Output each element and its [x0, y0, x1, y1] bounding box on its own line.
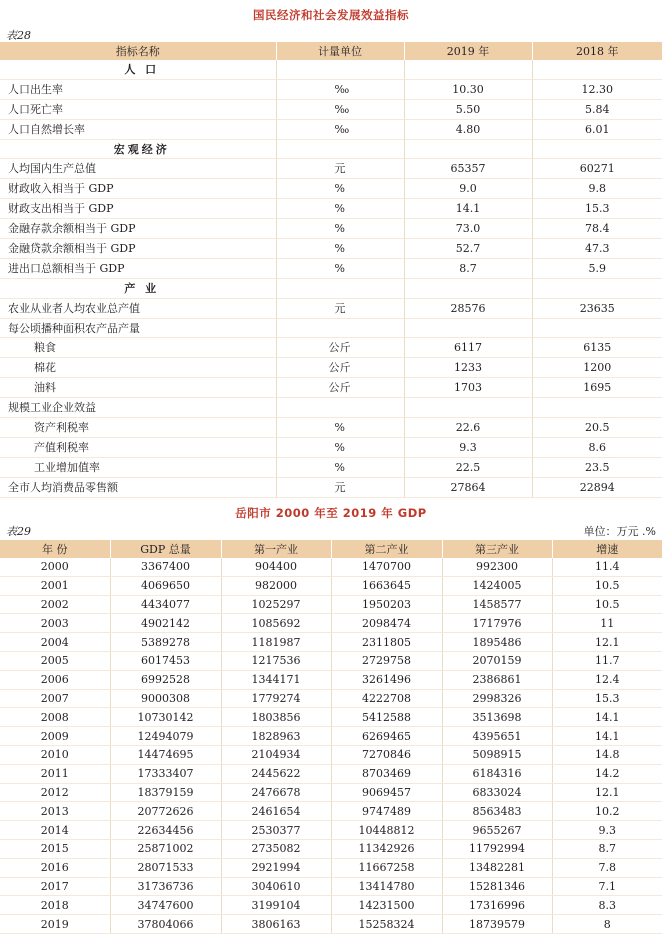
table-row: [0, 219, 662, 239]
primary-industry-cell: 3806163: [221, 915, 331, 934]
empty-cell: [404, 278, 532, 298]
tertiary-industry-cell: 5098915: [442, 745, 552, 764]
header-unit: 计量单位: [276, 42, 404, 60]
year-cell: 2003: [0, 614, 110, 633]
value-2018: 5.84: [532, 99, 662, 119]
value-2018: [532, 318, 662, 338]
secondary-industry-cell: 11667258: [331, 858, 442, 877]
indicator-unit: ‰: [276, 99, 404, 119]
table-row: [0, 437, 662, 457]
indicator-unit: 元: [276, 159, 404, 179]
growth-rate-cell: 15.3: [552, 689, 662, 708]
value-2019: 1233: [404, 358, 532, 378]
indicator-name: 资产利税率: [0, 418, 276, 438]
indicator-unit: [276, 318, 404, 338]
header-indicator-name: 指标名称: [0, 42, 276, 60]
value-2018: 60271: [532, 159, 662, 179]
growth-rate-cell: 11: [552, 614, 662, 633]
secondary-industry-cell: 9069457: [331, 783, 442, 802]
year-cell: 2002: [0, 595, 110, 614]
indicator-unit: ‰: [276, 79, 404, 99]
growth-rate-cell: 10.5: [552, 576, 662, 595]
header-primary-industry: 第一产业: [221, 540, 331, 558]
secondary-industry-cell: 1663645: [331, 576, 442, 595]
primary-industry-cell: 3040610: [221, 877, 331, 896]
indicator-unit: 元: [276, 298, 404, 318]
indicators-table: [0, 42, 662, 498]
table-row: [0, 858, 662, 877]
indicator-name: 人均国内生产总值: [0, 159, 276, 179]
value-2018: 20.5: [532, 418, 662, 438]
empty-cell: [404, 60, 532, 79]
table-row: [0, 558, 662, 576]
table29-unit-note: 单位：万元 .%: [583, 525, 656, 538]
table-row: [0, 477, 662, 497]
gdp-total-cell: 4434077: [110, 595, 221, 614]
table28-label: 表28: [6, 29, 31, 42]
value-2019: 52.7: [404, 239, 532, 259]
empty-cell: [532, 60, 662, 79]
gdp-total-cell: 12494079: [110, 727, 221, 746]
indicator-name: 粮食: [0, 338, 276, 358]
indicator-unit: %: [276, 258, 404, 278]
gdp-total-cell: 14474695: [110, 745, 221, 764]
gdp-total-cell: 3367400: [110, 558, 221, 576]
primary-industry-cell: 2461654: [221, 802, 331, 821]
secondary-industry-cell: 15258324: [331, 915, 442, 934]
indicator-name: 产值利税率: [0, 437, 276, 457]
indicator-name: 工业增加值率: [0, 457, 276, 477]
secondary-industry-cell: 6269465: [331, 727, 442, 746]
empty-cell: [276, 139, 404, 159]
year-cell: 2007: [0, 689, 110, 708]
year-cell: 2018: [0, 896, 110, 915]
value-2019: 9.0: [404, 179, 532, 199]
table-row: [0, 839, 662, 858]
header-tertiary-industry: 第三产业: [442, 540, 552, 558]
value-2019: [404, 318, 532, 338]
indicator-name: 金融贷款余额相当于 GDP: [0, 239, 276, 259]
growth-rate-cell: 14.1: [552, 727, 662, 746]
growth-rate-cell: 7.1: [552, 877, 662, 896]
tertiary-industry-cell: 2386861: [442, 670, 552, 689]
secondary-industry-cell: 1470700: [331, 558, 442, 576]
gdp-total-cell: 5389278: [110, 633, 221, 652]
primary-industry-cell: 1803856: [221, 708, 331, 727]
header-gdp-total: GDP 总量: [110, 540, 221, 558]
table-row: [0, 576, 662, 595]
secondary-industry-cell: 7270846: [331, 745, 442, 764]
growth-rate-cell: 10.2: [552, 802, 662, 821]
section-heading: 产 业: [0, 278, 276, 298]
value-2018: 23635: [532, 298, 662, 318]
indicator-name: 人口出生率: [0, 79, 276, 99]
growth-rate-cell: 11.4: [552, 558, 662, 576]
value-2019: 27864: [404, 477, 532, 497]
value-2019: 9.3: [404, 437, 532, 457]
value-2018: 23.5: [532, 457, 662, 477]
indicator-name: 全市人均消费品零售额: [0, 477, 276, 497]
secondary-industry-cell: 1950203: [331, 595, 442, 614]
primary-industry-cell: 982000: [221, 576, 331, 595]
section-row: [0, 60, 662, 79]
primary-industry-cell: 2735082: [221, 839, 331, 858]
table-row: [0, 670, 662, 689]
empty-cell: [532, 278, 662, 298]
table-row: [0, 378, 662, 398]
value-2019: 22.5: [404, 457, 532, 477]
table-row: [0, 239, 662, 259]
table-row: [0, 783, 662, 802]
growth-rate-cell: 14.8: [552, 745, 662, 764]
growth-rate-cell: 9.3: [552, 821, 662, 840]
indicator-unit: 公斤: [276, 358, 404, 378]
table-row: [0, 338, 662, 358]
secondary-industry-cell: 2098474: [331, 614, 442, 633]
indicator-unit: 公斤: [276, 378, 404, 398]
secondary-industry-cell: 3261496: [331, 670, 442, 689]
table-row: [0, 398, 662, 418]
tertiary-industry-cell: 8563483: [442, 802, 552, 821]
tertiary-industry-cell: 2070159: [442, 651, 552, 670]
table-row: [0, 727, 662, 746]
table-row: [0, 318, 662, 338]
indicator-name: 棉花: [0, 358, 276, 378]
primary-industry-cell: 3199104: [221, 896, 331, 915]
value-2019: 6117: [404, 338, 532, 358]
year-cell: 2012: [0, 783, 110, 802]
primary-industry-cell: 1025297: [221, 595, 331, 614]
secondary-industry-cell: 2729758: [331, 651, 442, 670]
table28-title: 国民经济和社会发展效益指标: [253, 8, 409, 22]
indicator-unit: %: [276, 199, 404, 219]
primary-industry-cell: 904400: [221, 558, 331, 576]
secondary-industry-cell: 10448812: [331, 821, 442, 840]
tertiary-industry-cell: 17316996: [442, 896, 552, 915]
year-cell: 2010: [0, 745, 110, 764]
table-row: [0, 821, 662, 840]
secondary-industry-cell: 9747489: [331, 802, 442, 821]
indicator-name: 人口自然增长率: [0, 119, 276, 139]
primary-industry-cell: 2530377: [221, 821, 331, 840]
tertiary-industry-cell: 1717976: [442, 614, 552, 633]
year-cell: 2009: [0, 727, 110, 746]
table-row: [0, 745, 662, 764]
tertiary-industry-cell: 9655267: [442, 821, 552, 840]
indicator-unit: %: [276, 239, 404, 259]
growth-rate-cell: 7.8: [552, 858, 662, 877]
indicator-name: 每公顷播种面积农产品产量: [0, 318, 276, 338]
indicator-name: 进出口总额相当于 GDP: [0, 258, 276, 278]
indicator-name: 人口死亡率: [0, 99, 276, 119]
table-row: [0, 614, 662, 633]
section-heading: 人 口: [0, 60, 276, 79]
table-row: [0, 877, 662, 896]
header-year: 年 份: [0, 540, 110, 558]
value-2018: 1695: [532, 378, 662, 398]
secondary-industry-cell: 4222708: [331, 689, 442, 708]
primary-industry-cell: 1828963: [221, 727, 331, 746]
value-2018: 8.6: [532, 437, 662, 457]
indicator-name: 财政收入相当于 GDP: [0, 179, 276, 199]
table-row: [0, 179, 662, 199]
tertiary-industry-cell: 6833024: [442, 783, 552, 802]
year-cell: 2015: [0, 839, 110, 858]
indicator-unit: %: [276, 219, 404, 239]
indicator-unit: 元: [276, 477, 404, 497]
value-2019: 22.6: [404, 418, 532, 438]
primary-industry-cell: 2476678: [221, 783, 331, 802]
growth-rate-cell: 12.1: [552, 633, 662, 652]
header-secondary-industry: 第二产业: [331, 540, 442, 558]
table-row: [0, 802, 662, 821]
growth-rate-cell: 11.7: [552, 651, 662, 670]
value-2019: 4.80: [404, 119, 532, 139]
table29-label: 表29: [6, 525, 31, 538]
gdp-total-cell: 22634456: [110, 821, 221, 840]
tertiary-industry-cell: 992300: [442, 558, 552, 576]
table-row: [0, 457, 662, 477]
table-row: [0, 199, 662, 219]
indicator-unit: %: [276, 179, 404, 199]
tertiary-industry-cell: 2998326: [442, 689, 552, 708]
growth-rate-cell: 12.4: [552, 670, 662, 689]
indicator-name: 金融存款余额相当于 GDP: [0, 219, 276, 239]
indicator-unit: ‰: [276, 119, 404, 139]
value-2018: 78.4: [532, 219, 662, 239]
gdp-total-cell: 18379159: [110, 783, 221, 802]
tertiary-industry-cell: 11792994: [442, 839, 552, 858]
primary-industry-cell: 1217536: [221, 651, 331, 670]
year-cell: 2001: [0, 576, 110, 595]
tertiary-industry-cell: 1895486: [442, 633, 552, 652]
value-2018: 5.9: [532, 258, 662, 278]
secondary-industry-cell: 2311805: [331, 633, 442, 652]
year-cell: 2011: [0, 764, 110, 783]
gdp-header-row: [0, 540, 662, 558]
value-2018: [532, 398, 662, 418]
tertiary-industry-cell: 1424005: [442, 576, 552, 595]
growth-rate-cell: 8: [552, 915, 662, 934]
value-2018: 12.30: [532, 79, 662, 99]
table-row: [0, 595, 662, 614]
value-2018: 22894: [532, 477, 662, 497]
gdp-total-cell: 20772626: [110, 802, 221, 821]
table-row: [0, 708, 662, 727]
table-row: [0, 79, 662, 99]
year-cell: 2004: [0, 633, 110, 652]
gdp-table: [0, 540, 662, 934]
gdp-total-cell: 6992528: [110, 670, 221, 689]
year-cell: 2005: [0, 651, 110, 670]
table-row: [0, 99, 662, 119]
value-2019: 14.1: [404, 199, 532, 219]
gdp-total-cell: 6017453: [110, 651, 221, 670]
indicator-unit: %: [276, 418, 404, 438]
table-row: [0, 764, 662, 783]
indicator-unit: %: [276, 457, 404, 477]
tertiary-industry-cell: 15281346: [442, 877, 552, 896]
gdp-total-cell: 37804066: [110, 915, 221, 934]
table-row: [0, 896, 662, 915]
gdp-total-cell: 25871002: [110, 839, 221, 858]
empty-cell: [404, 139, 532, 159]
value-2019: 10.30: [404, 79, 532, 99]
header-growth-rate: 增速: [552, 540, 662, 558]
gdp-total-cell: 17333407: [110, 764, 221, 783]
gdp-total-cell: 34747600: [110, 896, 221, 915]
gdp-total-cell: 9000308: [110, 689, 221, 708]
indicator-name: 规模工业企业效益: [0, 398, 276, 418]
empty-cell: [532, 139, 662, 159]
indicator-name: 农业从业者人均农业总产值: [0, 298, 276, 318]
value-2019: 65357: [404, 159, 532, 179]
growth-rate-cell: 14.1: [552, 708, 662, 727]
header-2019: 2019 年: [404, 42, 532, 60]
year-cell: 2016: [0, 858, 110, 877]
table-row: [0, 418, 662, 438]
primary-industry-cell: 1181987: [221, 633, 331, 652]
year-cell: 2019: [0, 915, 110, 934]
primary-industry-cell: 1779274: [221, 689, 331, 708]
tertiary-industry-cell: 18739579: [442, 915, 552, 934]
empty-cell: [276, 60, 404, 79]
indicator-unit: 公斤: [276, 338, 404, 358]
year-cell: 2006: [0, 670, 110, 689]
secondary-industry-cell: 11342926: [331, 839, 442, 858]
growth-rate-cell: 8.7: [552, 839, 662, 858]
growth-rate-cell: 14.2: [552, 764, 662, 783]
value-2019: [404, 398, 532, 418]
secondary-industry-cell: 5412588: [331, 708, 442, 727]
year-cell: 2013: [0, 802, 110, 821]
table-row: [0, 915, 662, 934]
gdp-total-cell: 4069650: [110, 576, 221, 595]
value-2018: 15.3: [532, 199, 662, 219]
primary-industry-cell: 1085692: [221, 614, 331, 633]
primary-industry-cell: 2921994: [221, 858, 331, 877]
value-2018: 9.8: [532, 179, 662, 199]
table29-title: 岳阳市 2000 年至 2019 年 GDP: [235, 506, 427, 520]
table-row: [0, 689, 662, 708]
indicator-name: 财政支出相当于 GDP: [0, 199, 276, 219]
year-cell: 2000: [0, 558, 110, 576]
tertiary-industry-cell: 3513698: [442, 708, 552, 727]
header-2018: 2018 年: [532, 42, 662, 60]
primary-industry-cell: 1344171: [221, 670, 331, 689]
secondary-industry-cell: 8703469: [331, 764, 442, 783]
indicator-unit: %: [276, 437, 404, 457]
year-cell: 2014: [0, 821, 110, 840]
year-cell: 2008: [0, 708, 110, 727]
value-2019: 73.0: [404, 219, 532, 239]
section-heading: 宏观经济: [0, 139, 276, 159]
gdp-total-cell: 10730142: [110, 708, 221, 727]
table-row: [0, 651, 662, 670]
primary-industry-cell: 2104934: [221, 745, 331, 764]
tertiary-industry-cell: 1458577: [442, 595, 552, 614]
table-row: [0, 159, 662, 179]
tertiary-industry-cell: 4395651: [442, 727, 552, 746]
tertiary-industry-cell: 13482281: [442, 858, 552, 877]
value-2019: 5.50: [404, 99, 532, 119]
growth-rate-cell: 12.1: [552, 783, 662, 802]
secondary-industry-cell: 14231500: [331, 896, 442, 915]
table-row: [0, 119, 662, 139]
table-row: [0, 358, 662, 378]
table-row: [0, 258, 662, 278]
growth-rate-cell: 10.5: [552, 595, 662, 614]
indicator-name: 油料: [0, 378, 276, 398]
gdp-total-cell: 31736736: [110, 877, 221, 896]
primary-industry-cell: 2445622: [221, 764, 331, 783]
year-cell: 2017: [0, 877, 110, 896]
secondary-industry-cell: 13414780: [331, 877, 442, 896]
value-2018: 6135: [532, 338, 662, 358]
table-row: [0, 633, 662, 652]
value-2019: 8.7: [404, 258, 532, 278]
value-2018: 6.01: [532, 119, 662, 139]
value-2018: 47.3: [532, 239, 662, 259]
indicators-header-row: [0, 42, 662, 60]
empty-cell: [276, 278, 404, 298]
gdp-total-cell: 28071533: [110, 858, 221, 877]
value-2019: 28576: [404, 298, 532, 318]
indicator-unit: [276, 398, 404, 418]
value-2019: 1703: [404, 378, 532, 398]
section-row: [0, 139, 662, 159]
value-2018: 1200: [532, 358, 662, 378]
tertiary-industry-cell: 6184316: [442, 764, 552, 783]
table-row: [0, 298, 662, 318]
growth-rate-cell: 8.3: [552, 896, 662, 915]
gdp-total-cell: 4902142: [110, 614, 221, 633]
section-row: [0, 278, 662, 298]
